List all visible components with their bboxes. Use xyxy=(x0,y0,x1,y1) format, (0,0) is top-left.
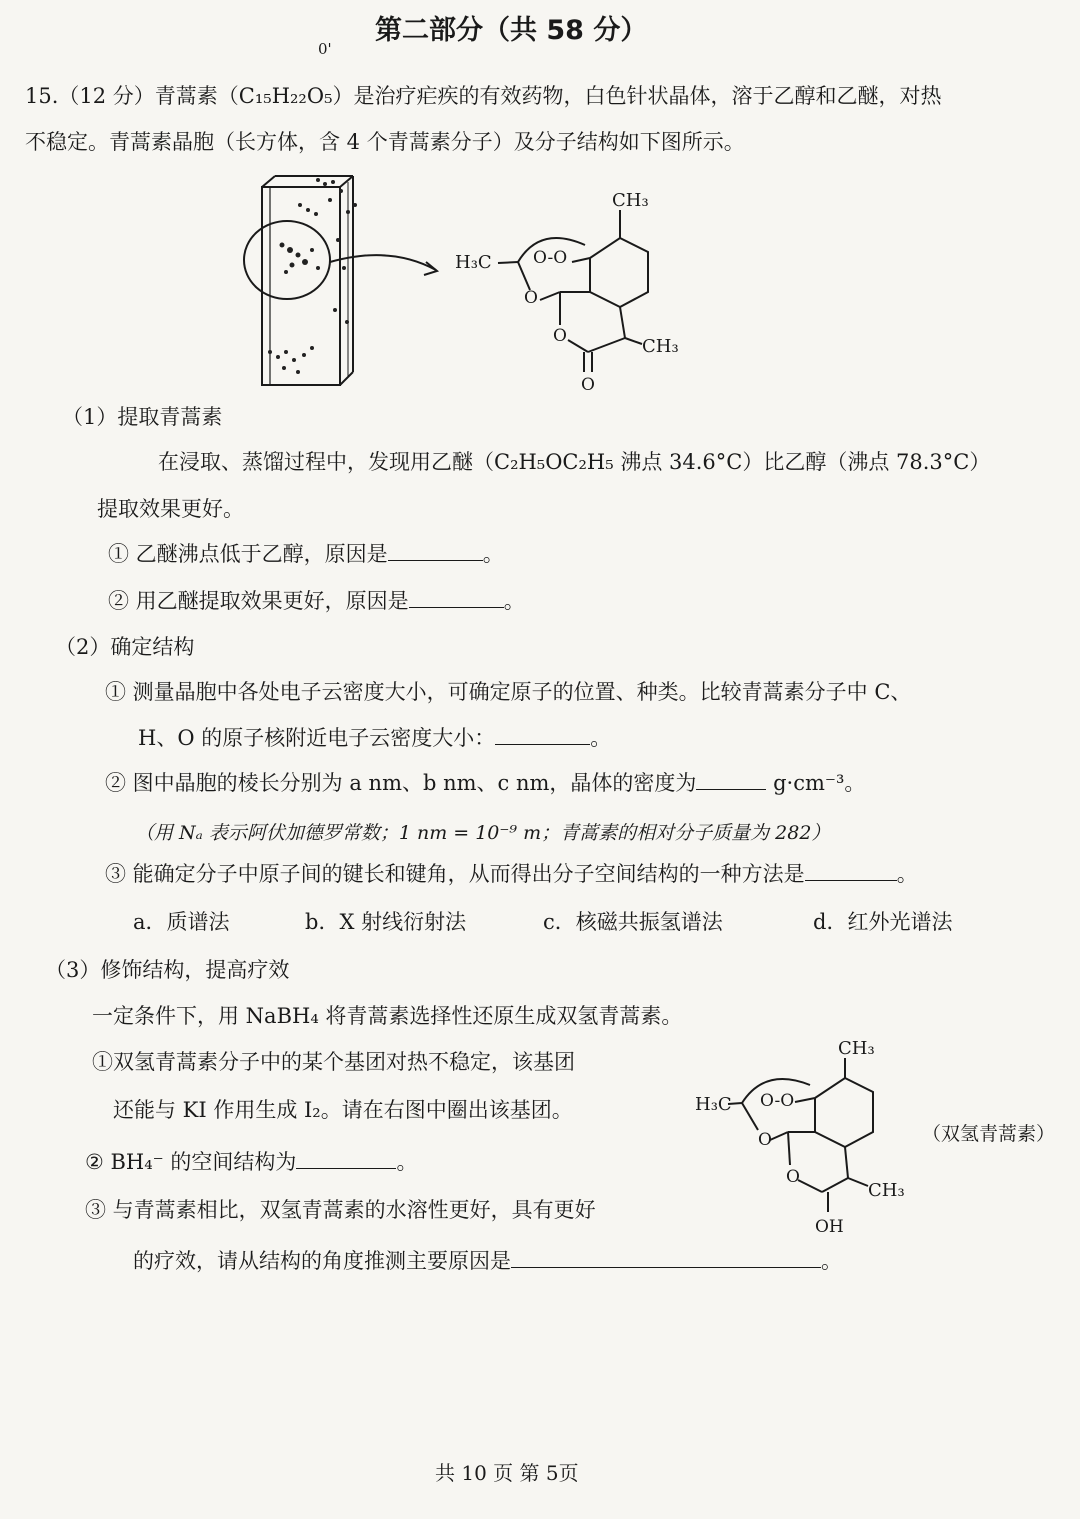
fig1-ch3-top-label: CH₃ xyxy=(612,190,649,211)
part2-option-b: b．X 射线衍射法 xyxy=(305,910,467,934)
question-intro-text-1: 青蒿素（C₁₅H₂₂O₅）是治疗疟疾的有效药物，白色针状晶体，溶于乙醇和乙醚，对热 xyxy=(154,84,942,108)
part3-heading: （3）修饰结构，提高疗效 xyxy=(45,958,290,982)
fig2-ch3-right-label: CH₃ xyxy=(868,1180,905,1201)
stray-mark: 0' xyxy=(318,40,332,58)
part1-heading: （1）提取青蒿素 xyxy=(62,405,223,429)
question-number: 15.（12 分） xyxy=(25,84,155,108)
part2-option-d: d．红外光谱法 xyxy=(813,910,953,934)
part3-q3-line-1: ③ 与青蒿素相比，双氢青蒿素的水溶性更好，具有更好 xyxy=(85,1198,596,1222)
part1-q1-text: ① 乙醚沸点低于乙醇，原因是 xyxy=(108,542,388,566)
part3-q1-line-1: ①双氢青蒿素分子中的某个基团对热不稳定，该基团 xyxy=(92,1050,575,1074)
part2-q2-note: （用 Nₐ 表示阿伏加德罗常数；1 nm = 10⁻⁹ m；青蒿素的相对分子质量为 282） xyxy=(135,822,831,844)
fig1-ester-o-label: O xyxy=(553,326,567,346)
part1-q2-text: ② 用乙醚提取效果更好，原因是 xyxy=(108,589,409,613)
part3-text: 一定条件下，用 NaBH₄ 将青蒿素选择性还原生成双氢青蒿素。 xyxy=(92,1004,683,1028)
fig2-h3c-label: H₃C xyxy=(695,1094,732,1115)
fig1-ch3-right-label: CH₃ xyxy=(642,336,679,357)
part2-q3-period: 。 xyxy=(896,862,918,886)
fig2-peroxide-label: O-O xyxy=(760,1091,795,1111)
page-footer: 共 10 页 第 5页 xyxy=(435,1461,579,1485)
fig2-hydroxyl-label: OH xyxy=(815,1217,844,1237)
section-title: 第二部分（共 58 分） xyxy=(375,15,648,46)
part2-heading: （2）确定结构 xyxy=(55,635,195,659)
part2-q2-text: ② 图中晶胞的棱长分别为 a nm、b nm、c nm，晶体的密度为 xyxy=(105,771,697,795)
part3-q3-period: 。 xyxy=(821,1249,842,1273)
part1-text-line-2: 提取效果更好。 xyxy=(97,497,244,521)
fig2-caption: （双氢青蒿素） xyxy=(922,1123,1056,1145)
part2-q2-unit: g·cm⁻³。 xyxy=(773,771,866,795)
fig1-ether-o-label: O xyxy=(524,288,538,308)
part1-text-line-1: 在浸取、蒸馏过程中，发现用乙醚（C₂H₅OC₂H₅ 沸点 34.6°C）比乙醇（沸点 78.3°C） xyxy=(158,450,991,474)
fig2-ring-o-label: O xyxy=(786,1167,800,1187)
fig1-carbonyl-o-label: O xyxy=(581,375,595,395)
part1-q2-period: 。 xyxy=(503,589,525,613)
part3-q1-line-2: 还能与 KI 作用生成 I₂。请在右图中圈出该基团。 xyxy=(113,1098,573,1122)
fig1-h3c-label: H₃C xyxy=(455,252,492,273)
part3-q2-period: 。 xyxy=(396,1150,418,1174)
fig2-ether-o-label: O xyxy=(758,1130,772,1150)
fig2-ch3-top-label: CH₃ xyxy=(838,1038,875,1059)
part2-q1-line-1: ① 测量晶胞中各处电子云密度大小，可确定原子的位置、种类。比较青蒿素分子中 C、 xyxy=(105,680,912,704)
part2-q1-text: H、O 的原子核附近电子云密度大小： xyxy=(138,726,496,750)
part2-q1-period: 。 xyxy=(590,726,612,750)
fig1-peroxide-label: O-O xyxy=(533,248,568,268)
part2-option-c: c．核磁共振氢谱法 xyxy=(543,910,723,934)
part1-q1-period: 。 xyxy=(482,542,504,566)
question-intro-line-2: 不稳定。青蒿素晶胞（长方体，含 4 个青蒿素分子）及分子结构如下图所示。 xyxy=(25,130,745,154)
part3-q2-text: ② BH₄⁻ 的空间结构为 xyxy=(85,1150,297,1174)
part3-q3-text: 的疗效，请从结构的角度推测主要原因是 xyxy=(133,1249,511,1273)
part2-q3-text: ③ 能确定分子中原子间的键长和键角，从而得出分子空间结构的一种方法是 xyxy=(105,862,805,886)
part2-option-a: a．质谱法 xyxy=(133,910,230,934)
